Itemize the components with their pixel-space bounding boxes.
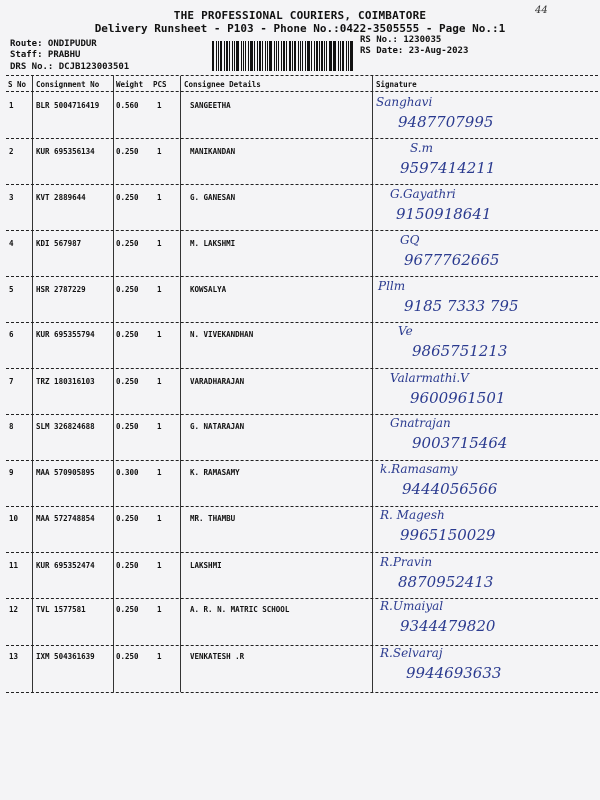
row-pcs: 1 bbox=[157, 468, 162, 477]
signature-phone: 8870952413 bbox=[398, 573, 494, 591]
col-header-sno: S No bbox=[8, 80, 27, 89]
column-divider bbox=[32, 76, 33, 692]
row-pcs: 1 bbox=[157, 514, 162, 523]
row-signature bbox=[370, 320, 595, 364]
signature-phone: 9600961501 bbox=[410, 389, 506, 407]
row-weight: 0.250 bbox=[116, 193, 139, 202]
row-pcs: 1 bbox=[157, 605, 162, 614]
row-signature bbox=[370, 367, 595, 411]
row-weight: 0.250 bbox=[116, 561, 139, 570]
row-sno: 10 bbox=[9, 514, 19, 523]
row-sno: 1 bbox=[9, 101, 14, 110]
row-consignee: K. RAMASAMY bbox=[190, 468, 240, 477]
row-consignment-no: SLM 326824688 bbox=[36, 422, 95, 431]
row-signature bbox=[370, 504, 595, 548]
signature-name: k.Ramasamy bbox=[380, 462, 458, 476]
row-signature bbox=[370, 229, 595, 273]
signature-name: Ve bbox=[398, 324, 413, 338]
row-signature bbox=[370, 275, 595, 319]
row-weight: 0.250 bbox=[116, 330, 139, 339]
col-header-consignment: Consignment No bbox=[36, 80, 100, 89]
signature-phone: 9677762665 bbox=[404, 251, 500, 269]
row-weight: 0.300 bbox=[116, 468, 139, 477]
row-consignee: VENKATESH .R bbox=[190, 652, 245, 661]
row-divider bbox=[6, 692, 598, 693]
row-consignee: M. LAKSHMI bbox=[190, 239, 236, 248]
column-divider bbox=[180, 76, 181, 692]
signature-phone: 9965150029 bbox=[400, 526, 496, 544]
row-consignment-no: KUR 695355794 bbox=[36, 330, 95, 339]
col-header-consignee: Consignee Details bbox=[184, 80, 261, 89]
row-sno: 9 bbox=[9, 468, 14, 477]
row-weight: 0.250 bbox=[116, 239, 139, 248]
row-sno: 8 bbox=[9, 422, 14, 431]
row-sno: 5 bbox=[9, 285, 14, 294]
row-consignee: N. VIVEKANDHAN bbox=[190, 330, 254, 339]
barcode bbox=[212, 41, 355, 71]
row-pcs: 1 bbox=[157, 101, 162, 110]
row-consignment-no: HSR 2787229 bbox=[36, 285, 86, 294]
column-divider bbox=[113, 76, 114, 692]
signature-name: R.Pravin bbox=[380, 555, 433, 569]
row-consignee: MANIKANDAN bbox=[190, 147, 236, 156]
row-sno: 7 bbox=[9, 377, 14, 386]
row-signature bbox=[370, 183, 595, 227]
route-label: Route: ONDIPUDUR bbox=[10, 39, 97, 49]
row-pcs: 1 bbox=[157, 285, 162, 294]
signature-name: Valarmathi.V bbox=[390, 371, 469, 385]
row-sno: 11 bbox=[9, 561, 19, 570]
row-signature bbox=[370, 91, 595, 135]
drs-number: DRS No.: DCJB123003501 bbox=[10, 62, 130, 72]
signature-name: R.Selvaraj bbox=[380, 646, 443, 660]
row-consignment-no: KVT 2889644 bbox=[36, 193, 86, 202]
row-consignment-no: KUR 695352474 bbox=[36, 561, 95, 570]
page-mark: 44 bbox=[535, 5, 548, 16]
row-pcs: 1 bbox=[157, 147, 162, 156]
row-consignee: KOWSALYA bbox=[190, 285, 227, 294]
signature-phone: 9150918641 bbox=[396, 205, 492, 223]
signature-name: GQ bbox=[400, 233, 420, 247]
table-top-divider bbox=[6, 75, 598, 76]
row-sno: 6 bbox=[9, 330, 14, 339]
row-pcs: 1 bbox=[157, 377, 162, 386]
row-consignee: MR. THAMBU bbox=[190, 514, 236, 523]
row-weight: 0.250 bbox=[116, 285, 139, 294]
signature-phone: 9865751213 bbox=[412, 342, 508, 360]
signature-phone: 9487707995 bbox=[398, 113, 494, 131]
signature-phone: 9444056566 bbox=[402, 480, 498, 498]
signature-name: R. Magesh bbox=[380, 508, 445, 522]
signature-phone: 9344479820 bbox=[400, 617, 496, 635]
row-consignment-no: KUR 695356134 bbox=[36, 147, 95, 156]
row-signature bbox=[370, 412, 595, 456]
row-sno: 4 bbox=[9, 239, 14, 248]
row-consignee: A. R. N. MATRIC SCHOOL bbox=[190, 605, 290, 614]
col-header-signature: Signature bbox=[376, 80, 417, 89]
signature-phone: 9003715464 bbox=[412, 434, 508, 452]
company-title: THE PROFESSIONAL COURIERS, COIMBATORE bbox=[173, 9, 427, 22]
row-weight: 0.250 bbox=[116, 377, 139, 386]
row-consignment-no: MAA 570905895 bbox=[36, 468, 95, 477]
row-consignment-no: TVL 1577581 bbox=[36, 605, 86, 614]
row-signature bbox=[370, 595, 595, 639]
signature-name: G.Gayathri bbox=[390, 187, 456, 201]
rs-number: RS No.: 1230035 bbox=[360, 35, 442, 45]
row-weight: 0.250 bbox=[116, 147, 139, 156]
row-weight: 0.250 bbox=[116, 422, 139, 431]
row-consignee: G. NATARAJAN bbox=[190, 422, 245, 431]
staff-label: Staff: PRABHU bbox=[10, 50, 81, 60]
row-signature bbox=[370, 551, 595, 595]
signature-phone: 9944693633 bbox=[406, 664, 502, 682]
row-weight: 0.560 bbox=[116, 101, 139, 110]
row-weight: 0.250 bbox=[116, 514, 139, 523]
row-pcs: 1 bbox=[157, 652, 162, 661]
signature-name: Gnatrajan bbox=[390, 416, 451, 430]
row-consignment-no: IXM 504361639 bbox=[36, 652, 95, 661]
row-weight: 0.250 bbox=[116, 652, 139, 661]
signature-name: S.m bbox=[410, 141, 433, 155]
row-consignee: SANGEETHA bbox=[190, 101, 231, 110]
row-pcs: 1 bbox=[157, 561, 162, 570]
rs-date: RS Date: 23-Aug-2023 bbox=[360, 46, 469, 56]
runsheet-title: Delivery Runsheet - P103 - Phone No.:0422-3505555 - Page No.:1 bbox=[94, 22, 506, 35]
row-pcs: 1 bbox=[157, 422, 162, 431]
row-consignee: G. GANESAN bbox=[190, 193, 236, 202]
row-sno: 3 bbox=[9, 193, 14, 202]
row-consignee: VARADHARAJAN bbox=[190, 377, 245, 386]
row-pcs: 1 bbox=[157, 330, 162, 339]
row-consignment-no: BLR 5004716419 bbox=[36, 101, 100, 110]
col-header-pcs: PCS bbox=[153, 80, 167, 89]
row-pcs: 1 bbox=[157, 239, 162, 248]
row-pcs: 1 bbox=[157, 193, 162, 202]
row-sno: 2 bbox=[9, 147, 14, 156]
row-signature bbox=[370, 642, 595, 686]
col-header-weight: Weight bbox=[116, 80, 144, 89]
signature-name: Sanghavi bbox=[376, 95, 433, 109]
signature-phone: 9185 7333 795 bbox=[404, 297, 519, 315]
row-signature bbox=[370, 458, 595, 502]
row-signature bbox=[370, 137, 595, 181]
signature-name: Pllm bbox=[378, 279, 406, 293]
row-sno: 13 bbox=[9, 652, 19, 661]
row-weight: 0.250 bbox=[116, 605, 139, 614]
row-consignment-no: TRZ 180316103 bbox=[36, 377, 95, 386]
row-consignment-no: MAA 572748854 bbox=[36, 514, 95, 523]
signature-name: R.Umaiyal bbox=[380, 599, 444, 613]
row-sno: 12 bbox=[9, 605, 19, 614]
row-consignee: LAKSHMI bbox=[190, 561, 222, 570]
signature-phone: 9597414211 bbox=[400, 159, 496, 177]
row-consignment-no: KDI 567987 bbox=[36, 239, 82, 248]
